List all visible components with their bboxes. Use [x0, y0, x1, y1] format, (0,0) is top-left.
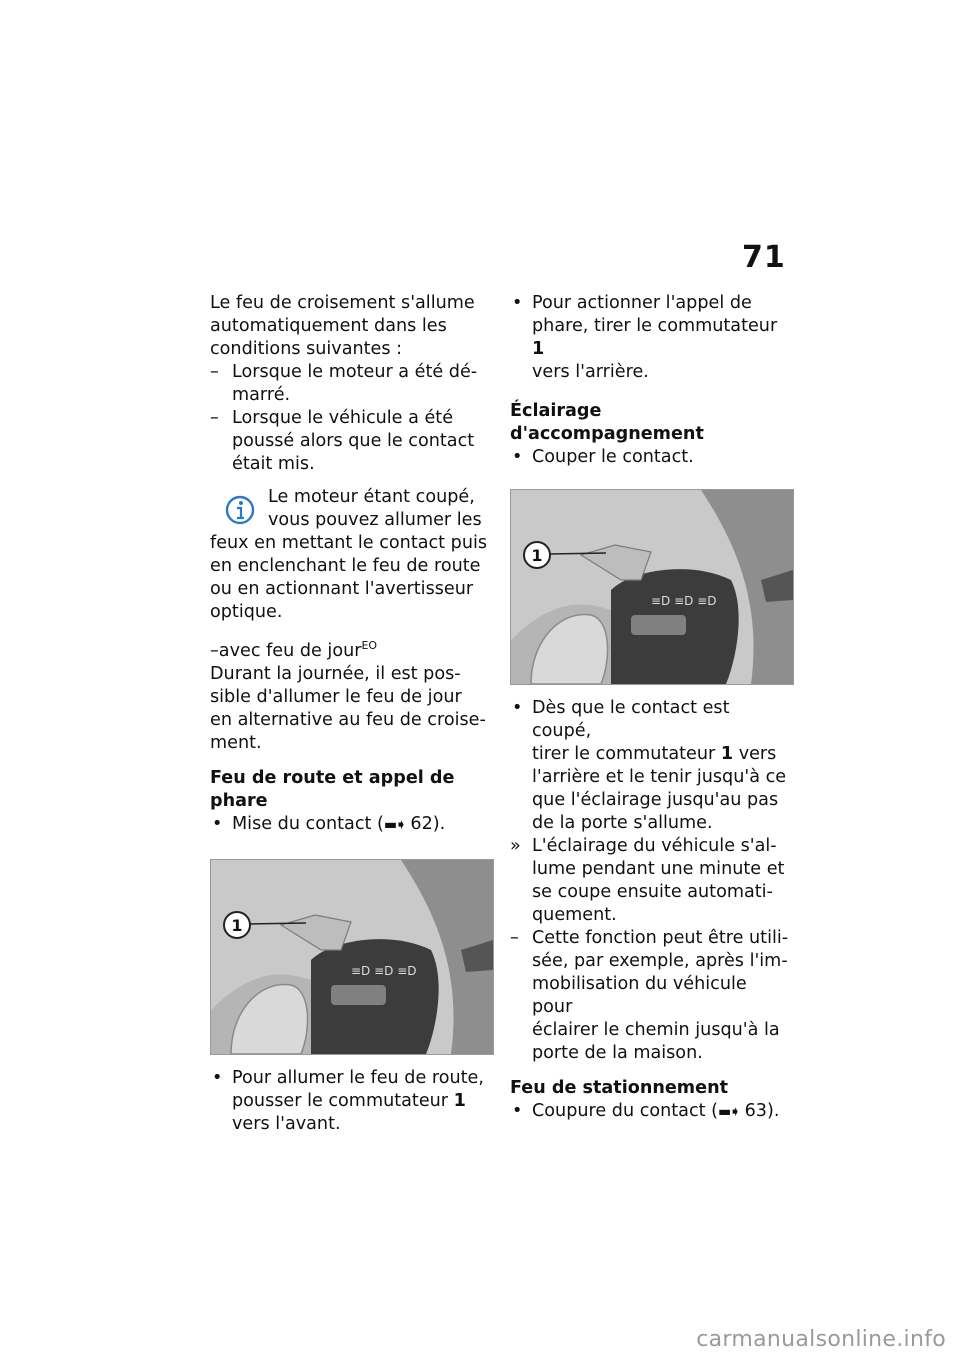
callout-1: 1 — [531, 546, 543, 565]
callout-1: 1 — [231, 915, 243, 935]
function-note: – Cette fonction peut être utili- sée, par exemple, après l'im- mobilisation du véhicule pour éclairer le chemin jusqu'à la porte de la maison. — [510, 927, 792, 1065]
step-pull-switch: • Dès que le contact est coupé, tirer le commutateur 1 vers l'arrière et le tenir jusqu'à ce que l'éclairage jusqu'au pas de la porte s'allume. — [510, 697, 792, 835]
page-ref-link[interactable]: 63). — [744, 1101, 780, 1121]
handlebar-switch-illustration — [211, 860, 493, 1054]
daytime-running-light-option: –avec feu de jour$^{EO}$ Durant la journée, il est pos- sible d'allumer le feu de jour en alternative au feu de croise- ment. — [210, 639, 486, 753]
light-symbols: ≡D ≡D ≡D — [351, 963, 417, 978]
heading-high-beam: Feu de route et appel de phare — [210, 767, 455, 811]
light-symbols: ≡D ≡D ≡D — [651, 594, 717, 608]
page-ref-arrow-icon: ▬➧ — [383, 816, 405, 833]
step-ignition-off-ref: • Coupure du contact (▬➧ 63). — [510, 1100, 792, 1124]
handlebar-switch-illustration-2 — [511, 490, 793, 684]
condition-vehicle-pushed: – Lorsque le véhicule a été poussé alors que le contact était mis. — [210, 407, 492, 476]
page-ref-arrow-icon: ▬➧ — [718, 1104, 739, 1120]
info-icon — [224, 494, 256, 526]
heading-follow-home: Éclairage d'accompagnement — [510, 401, 704, 444]
figure-follow-home-switch — [510, 489, 794, 685]
right-column — [510, 292, 792, 1124]
info-note: Le moteur étant coupé, vous pouvez allumer les feux en mettant le contact puis en enclenchant le feu de route ou en actionnant l'avertisseur optique. — [210, 487, 488, 622]
page-number: 71 — [742, 240, 786, 275]
figure-high-beam-switch — [210, 859, 494, 1055]
result-lighting-on: » L'éclairage du véhicule s'al- lume pendant une minute et se coupe ensuite automati- quement. — [510, 835, 792, 927]
watermark: carmanualsonline.info — [696, 1327, 946, 1352]
left-column — [210, 292, 492, 1136]
step-ignition-off: • Couper le contact. — [510, 446, 792, 469]
intro-paragraph: Le feu de croisement s'allume automatiquement dans les conditions suivantes : — [210, 293, 475, 359]
condition-engine-started: – Lorsque le moteur a été dé- marré. — [210, 361, 492, 407]
page-ref-link[interactable]: 62). — [410, 813, 446, 834]
step-ignition-on: • Mise du contact (▬➧ 62). — [210, 813, 492, 837]
step-headlight-flasher: • Pour actionner l'appel de phare, tirer le commutateur 1 vers l'arrière. — [510, 292, 792, 384]
heading-parking-light: Feu de stationnement — [510, 1078, 729, 1098]
step-high-beam-on: • Pour allumer le feu de route, pousser le commutateur 1 vers l'avant. — [210, 1067, 492, 1136]
